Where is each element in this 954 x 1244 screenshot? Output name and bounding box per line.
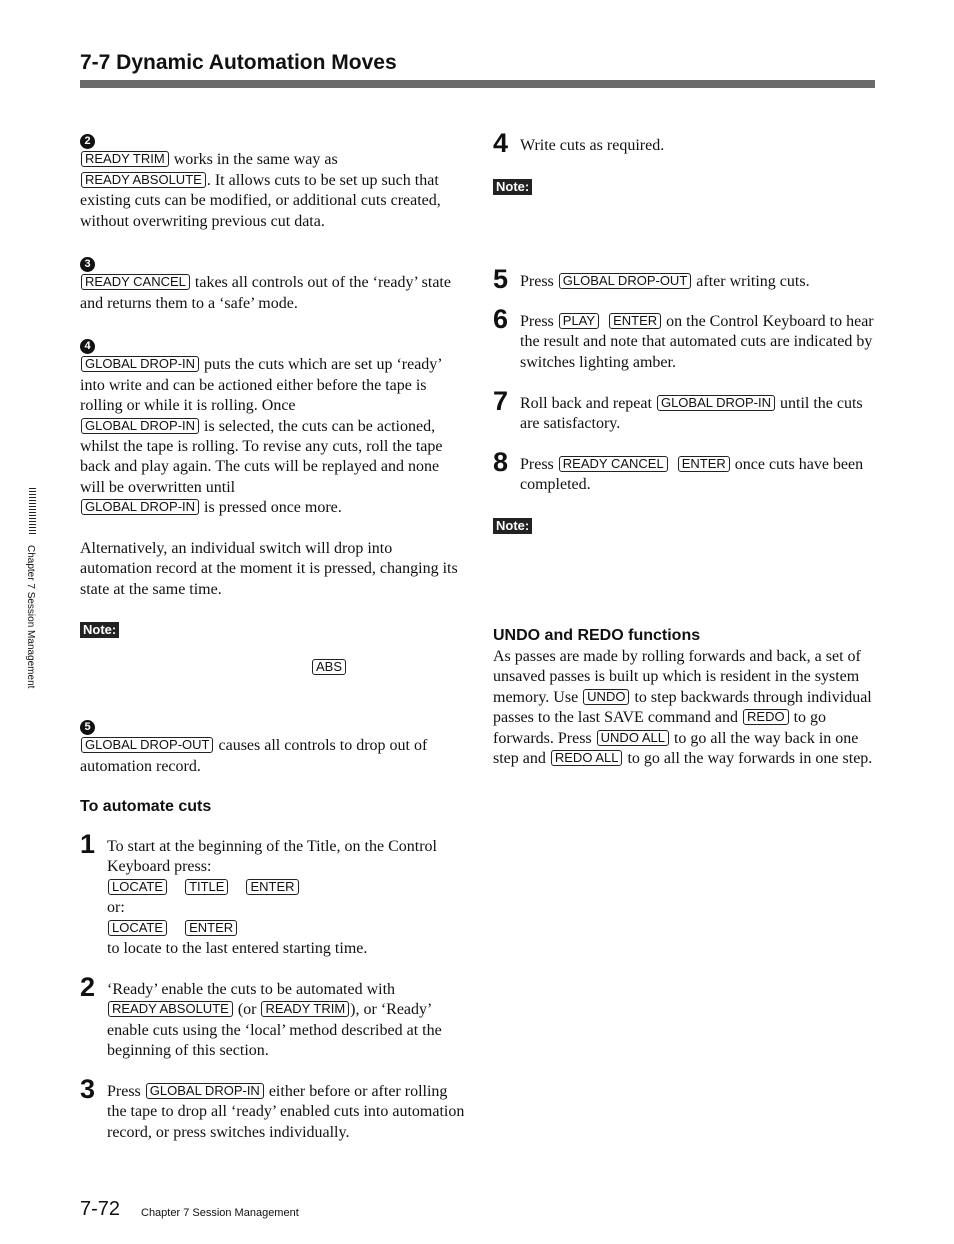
key-ready-trim: READY TRIM: [261, 1001, 349, 1017]
bullet-5-paragraph: [80, 716, 465, 777]
note-right-1: [493, 177, 532, 197]
step-5-text: [520, 272, 875, 292]
text: . It allows cuts to be set up such that existing cuts can be modified, or additional cuts created, without overwriting previous cut data.: [80, 171, 441, 230]
text: to go all the way forwards in one step.: [623, 750, 873, 768]
key-enter: ENTER: [246, 879, 298, 895]
note-label: Note:: [80, 622, 119, 638]
text: Press: [520, 273, 558, 290]
alternatively-paragraph: Alternatively, an individual switch will drop into automation record at the moment it is pressed, changing its state at the same time.: [80, 540, 458, 598]
key-locate: LOCATE: [108, 920, 167, 936]
bullet-4-paragraph: [80, 335, 465, 519]
key-enter: ENTER: [185, 920, 237, 936]
key-global-drop-in: GLOBAL DROP-IN: [81, 356, 199, 372]
step-number: 1: [80, 829, 96, 859]
text: on the Control Keyboard to hear the result and note that automated cuts are indicated by switches lighting amber.: [520, 313, 874, 371]
text: To start at the beginning of the Title, on the Control Keyboard press:: [107, 838, 437, 876]
key-play: PLAY: [559, 313, 599, 329]
text: ‘Ready’ enable the cuts to be automated with: [107, 981, 396, 998]
step-number: 6: [493, 304, 509, 334]
section-title: 7-7 Dynamic Automation Moves: [80, 51, 397, 74]
text: Roll back and repeat: [520, 395, 656, 412]
text: is selected, the cuts can be actioned, whilst the tape is rolling. To revise any cuts, roll the tape back and play again. The cuts will be replayed and none will be overwritten until: [80, 417, 443, 496]
bullet-marker: 2: [80, 134, 95, 149]
text: puts the cuts which are set up ‘ready’ into write and can be actioned either before the tape is rolling or while it is rolling. Once: [80, 356, 442, 415]
bullet-marker: 5: [80, 720, 95, 735]
key-redo-all: REDO ALL: [551, 750, 623, 766]
step-number: 3: [80, 1074, 96, 1104]
text: causes all controls to drop out of automation record.: [80, 737, 428, 775]
bullet-3-paragraph: [80, 253, 465, 314]
text: to step backwards through individual passes to the last SAVE command and: [493, 688, 872, 727]
step-3-text: [107, 1082, 465, 1143]
key-global-drop-out: GLOBAL DROP-OUT: [559, 273, 691, 289]
sidebar-chapter-label: Chapter 7 Session Management: [25, 545, 36, 689]
key-global-drop-in: GLOBAL DROP-IN: [81, 418, 199, 434]
alternatively-block: [80, 539, 465, 600]
step-8-text: [520, 455, 875, 496]
key-ready-absolute: READY ABSOLUTE: [108, 1001, 233, 1017]
key-global-drop-in: GLOBAL DROP-IN: [146, 1083, 264, 1099]
text: Press: [520, 456, 558, 473]
step-number: 5: [493, 264, 509, 294]
step-4-text: Write cuts as required.: [520, 137, 665, 154]
key-global-drop-out: GLOBAL DROP-OUT: [81, 737, 213, 753]
key-ready-cancel: READY CANCEL: [81, 274, 190, 290]
automate-cuts-heading: To automate cuts: [80, 798, 212, 815]
key-ready-absolute: READY ABSOLUTE: [81, 172, 206, 188]
key-undo-all: UNDO ALL: [597, 730, 669, 746]
text: either before or after rolling the tape to drop all ‘ready’ enabled cuts into automation record, or press switches individually.: [107, 1083, 465, 1141]
step-number: 2: [80, 972, 96, 1002]
step-1-text: [107, 837, 465, 959]
bullet-2-paragraph: [80, 130, 465, 232]
text: Press: [520, 313, 558, 330]
step-number: 4: [493, 128, 509, 158]
key-locate: LOCATE: [108, 879, 167, 895]
text: As passes are made by rolling forwards and back, a set of unsaved passes is built up which is resident in the system memory. Use: [493, 648, 861, 706]
bullet-5-block: [80, 716, 465, 777]
text: works in the same way as: [169, 151, 338, 169]
step-number: 8: [493, 447, 509, 477]
key-undo: UNDO: [583, 689, 629, 705]
step-7-text: [520, 394, 875, 435]
note-right-2: [493, 516, 532, 536]
key-global-drop-in: GLOBAL DROP-IN: [657, 395, 775, 411]
key-ready-trim: READY TRIM: [81, 151, 169, 167]
key-enter: ENTER: [609, 313, 661, 329]
left-column: [80, 130, 465, 232]
bullet-marker: 4: [80, 339, 95, 354]
bullet-3-block: [80, 253, 465, 314]
text: takes all controls out of the ‘ready’ state and returns them to a ‘safe’ mode.: [80, 274, 451, 312]
note-label: Note:: [493, 179, 532, 195]
undo-redo-heading: UNDO and REDO functions: [493, 627, 701, 644]
note-left: [80, 620, 119, 640]
text: to locate to the last entered starting time.: [107, 940, 368, 958]
abs-key-block: [311, 658, 347, 678]
note-label: Note:: [493, 518, 532, 534]
title-rule: [80, 80, 875, 88]
text: to go all the way back in one step and: [493, 729, 859, 768]
text: once cuts have been completed.: [520, 456, 864, 494]
text: ), or ‘Ready’ enable cuts using the ‘local’ method described at the beginning of this section.: [107, 1001, 442, 1060]
text: until the cuts are satisfactory.: [520, 395, 863, 433]
step-number: 7: [493, 386, 509, 416]
bullet-4-block: [80, 335, 465, 519]
key-title: TITLE: [185, 879, 228, 895]
undo-redo-paragraph: [493, 647, 875, 769]
step-2-text: [107, 980, 465, 1062]
text: is pressed once more.: [200, 499, 342, 517]
text: or:: [107, 899, 125, 917]
key-ready-cancel: READY CANCEL: [559, 456, 668, 472]
key-redo: REDO: [743, 709, 789, 725]
chapter-tab-marker: [29, 488, 36, 534]
step-6-text: [520, 312, 875, 373]
key-enter: ENTER: [678, 456, 730, 472]
footer-chapter: Chapter 7 Session Management: [141, 1207, 299, 1219]
text: (or: [233, 1001, 261, 1019]
key-global-drop-in: GLOBAL DROP-IN: [81, 499, 199, 515]
undo-redo-text: [493, 647, 875, 769]
page-number: 7-72: [80, 1198, 121, 1220]
text: Press: [107, 1083, 145, 1100]
bullet-marker: 3: [80, 257, 95, 272]
text: after writing cuts.: [692, 273, 810, 290]
key-abs: ABS: [312, 659, 346, 675]
text: to go forwards. Press: [493, 709, 827, 747]
